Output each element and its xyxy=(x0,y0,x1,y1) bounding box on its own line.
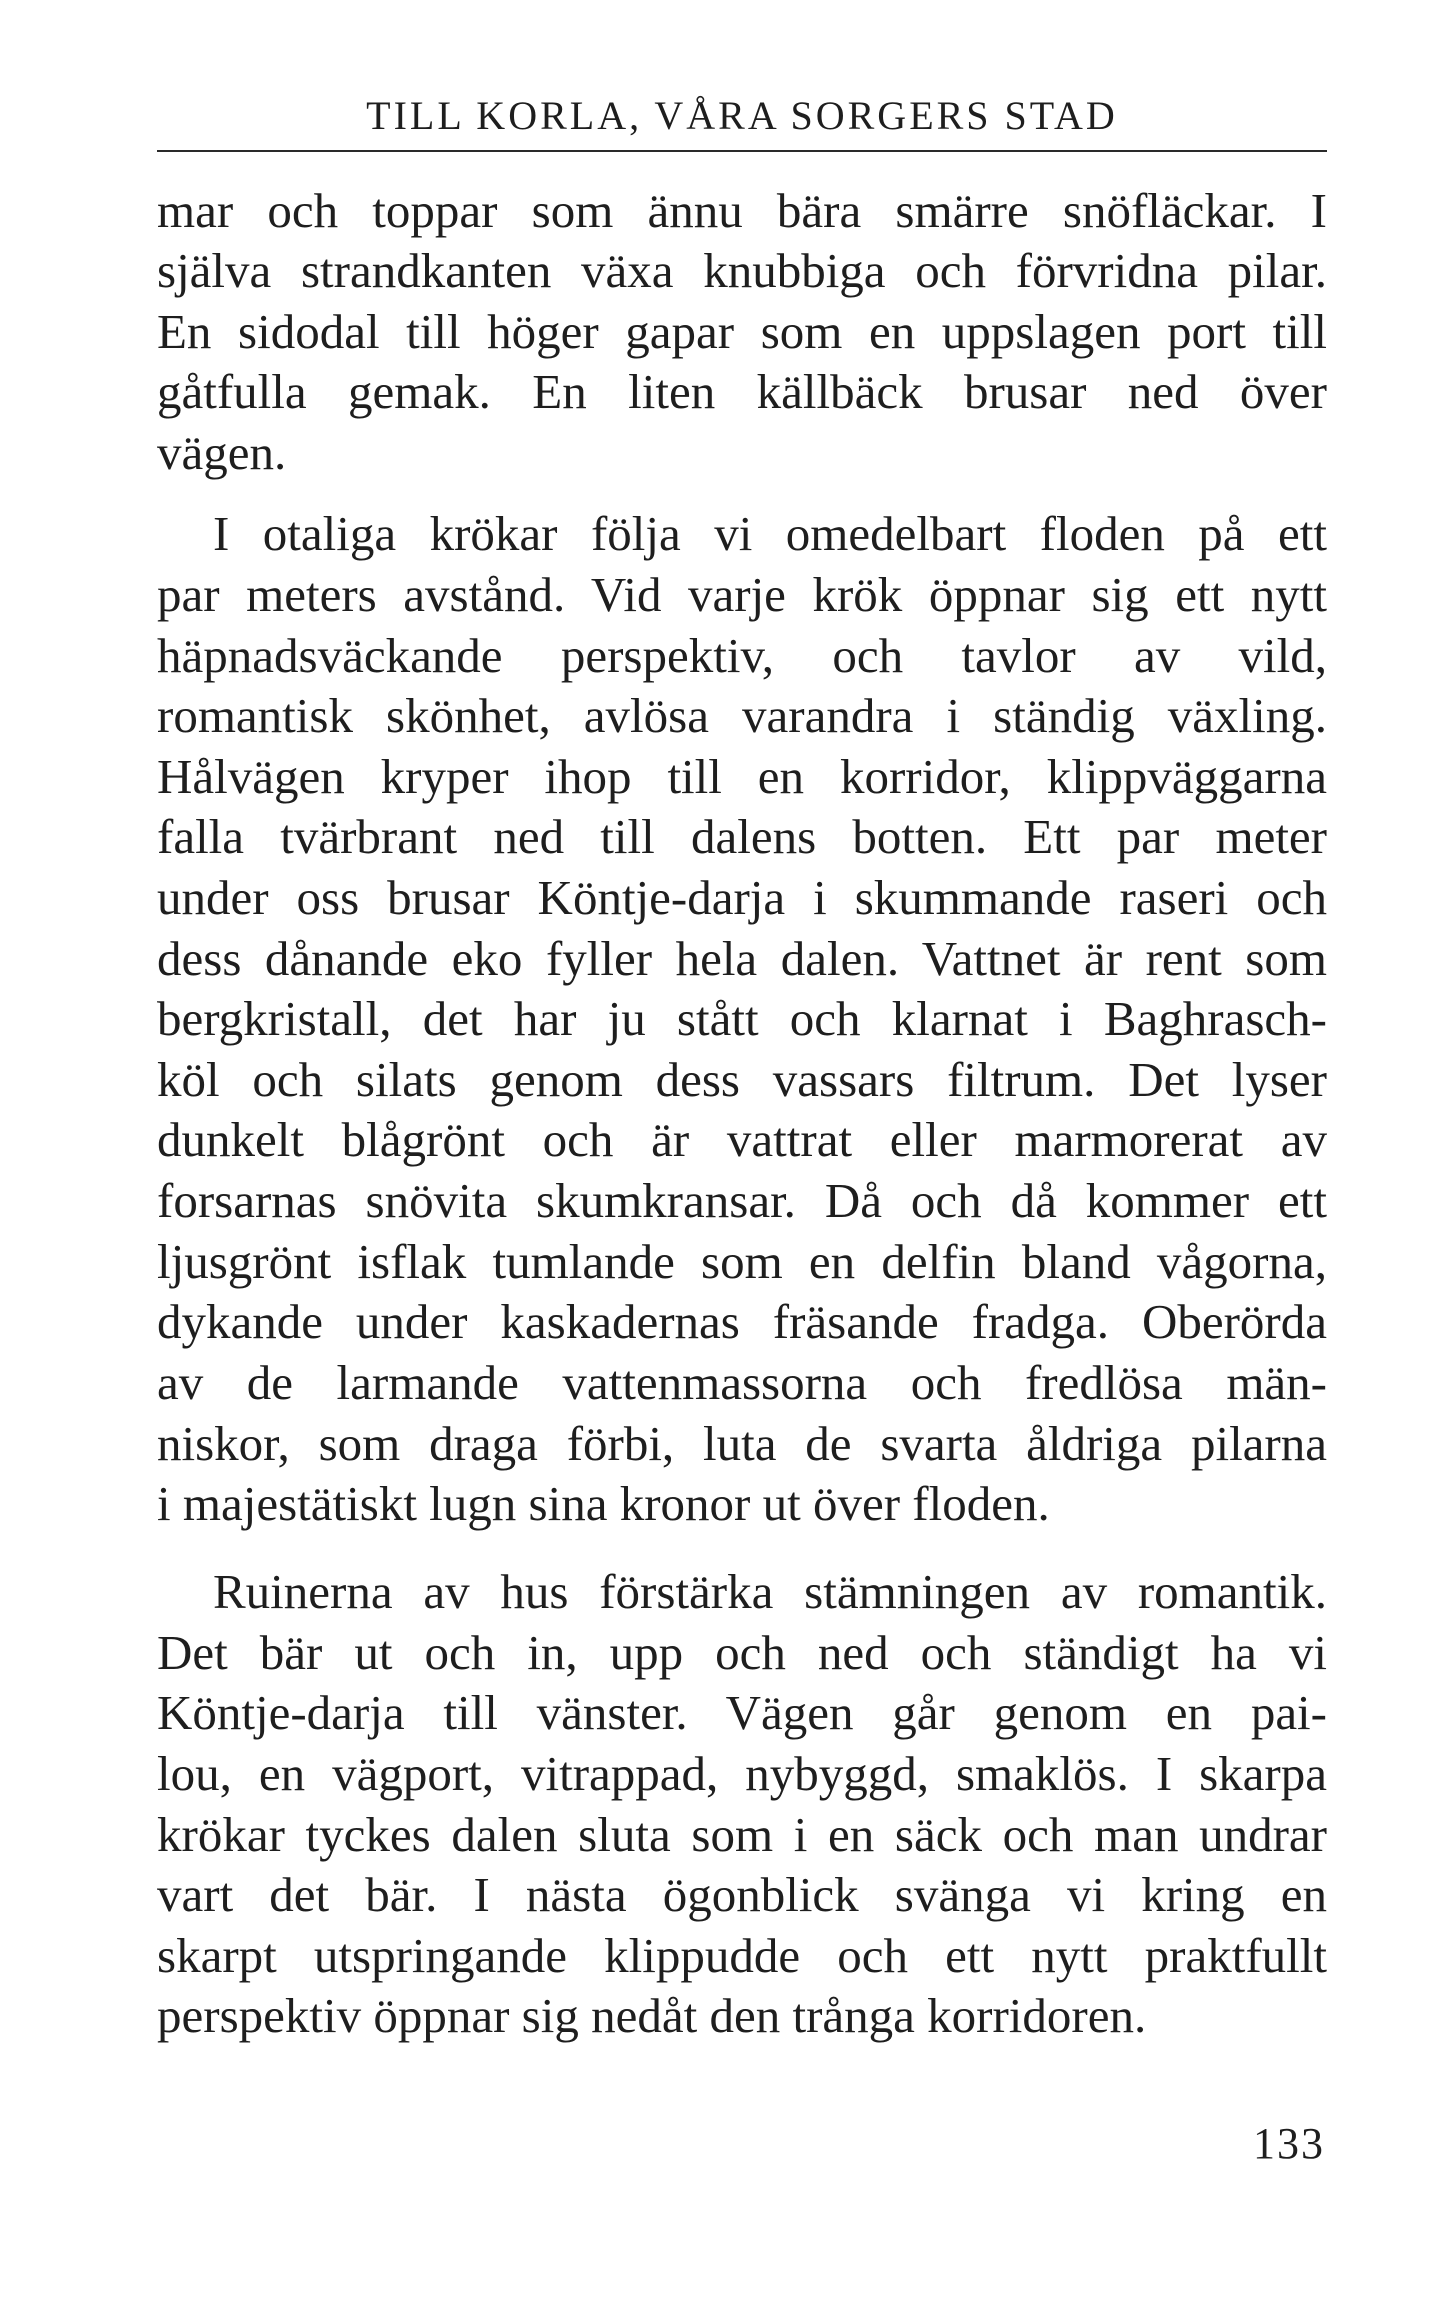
text-line: häpnadsväckande perspektiv, och tavlor av vild, xyxy=(157,628,1327,683)
text-line: dunkelt blågrönt och är vattrat eller marmorerat av xyxy=(157,1112,1327,1167)
text-line: lou, en vägport, vitrappad, nybyggd, smaklös. I skarpa xyxy=(157,1746,1327,1801)
header-rule xyxy=(157,150,1327,152)
text-line: under oss brusar Köntje-darja i skummande raseri och xyxy=(157,870,1327,925)
text-line: ljusgrönt isflak tumlande som en delfin bland vågorna, xyxy=(157,1234,1327,1289)
text-line: Hålvägen kryper ihop till en korridor, klippväggarna xyxy=(157,749,1327,804)
text-line: krökar tyckes dalen sluta som i en säck och man undrar xyxy=(157,1807,1327,1862)
text-line: vart det bär. I nästa ögonblick svänga vi kring en xyxy=(157,1867,1327,1922)
text-line: I otaliga krökar följa vi omedelbart floden på ett xyxy=(213,506,1327,561)
text-line: själva strandkanten växa knubbiga och förvridna pilar. xyxy=(157,243,1327,298)
text-line: dykande under kaskadernas fräsande fradga. Oberörda xyxy=(157,1294,1327,1349)
text-line: forsarnas snövita skumkransar. Då och då kommer ett xyxy=(157,1173,1327,1228)
text-line: vägen. xyxy=(157,425,287,480)
running-header: TILL KORLA, VÅRA SORGERS STAD xyxy=(366,93,1118,138)
text-line: En sidodal till höger gapar som en uppslagen port till xyxy=(157,304,1327,359)
text-line: skarpt utspringande klippudde och ett nytt praktfullt xyxy=(157,1928,1327,1983)
text-line: Ruinerna av hus förstärka stämningen av romantik. xyxy=(213,1564,1327,1619)
text-line: bergkristall, det har ju stått och klarnat i Baghrasch- xyxy=(157,991,1327,1046)
text-line: i majestätiskt lugn sina kronor ut över floden. xyxy=(157,1476,1050,1531)
text-line: mar och toppar som ännu bära smärre snöfläckar. I xyxy=(157,183,1327,238)
text-line: av de larmande vattenmassorna och fredlösa män- xyxy=(157,1355,1327,1410)
page-number: 133 xyxy=(1253,2119,1325,2168)
text-line: köl och silats genom dess vassars filtrum. Det lyser xyxy=(157,1052,1327,1107)
text-line: niskor, som draga förbi, luta de svarta åldriga pilarna xyxy=(157,1416,1327,1471)
text-line: romantisk skönhet, avlösa varandra i ständig växling. xyxy=(157,688,1327,743)
text-line: par meters avstånd. Vid varje krök öppnar sig ett nytt xyxy=(157,567,1327,622)
text-line: Köntje-darja till vänster. Vägen går genom en pai- xyxy=(157,1685,1327,1740)
text-line: Det bär ut och in, upp och ned och ständigt ha vi xyxy=(157,1625,1327,1680)
text-line: dess dånande eko fyller hela dalen. Vattnet är rent som xyxy=(157,931,1327,986)
text-line: perspektiv öppnar sig nedåt den trånga korridoren. xyxy=(157,1988,1147,2043)
text-line: falla tvärbrant ned till dalens botten. Ett par meter xyxy=(157,809,1327,864)
text-line: gåtfulla gemak. En liten källbäck brusar ned över xyxy=(157,364,1327,419)
